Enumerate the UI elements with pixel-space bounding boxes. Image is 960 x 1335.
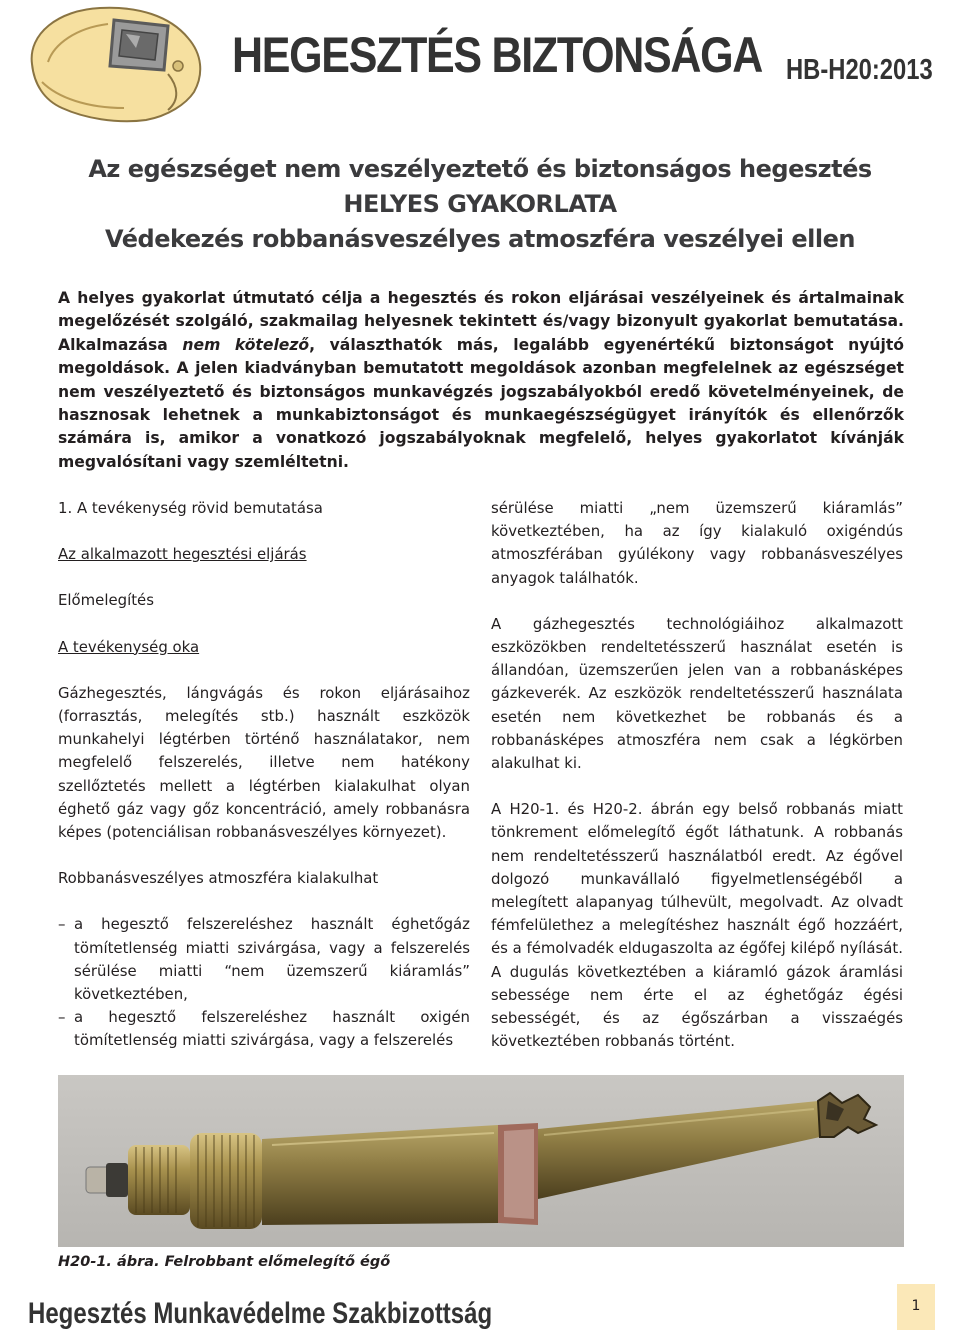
intro-text-part-2: , választhatók más, legalább egyenértékű biztonságot nyújtó megoldások. A jelen kiadványban bemutatott megoldások azonban megfelelnek az egészséget nem veszélyeztető és biztonságos munkavégzés jogszabályokból eredő követelményeinek, de hasznosak lehetnek a munkabiztonságot és munkaegészségügyet irányítók és ellenőrzők számára is, amikor a vonatkozó jogszabályoknak megfelelő, helyes gyakorlatot kívánják megvalósítani vagy szemléltetni. <box>58 335 904 471</box>
intro-emphasis: nem kötelező <box>182 335 310 354</box>
headline-line-1: Az egészséget nem veszélyeztető és biztonságos hegesztés <box>88 155 872 183</box>
document-code: HB-H20:2013 <box>786 54 933 86</box>
right-paragraph-2: A gázhegesztés technológiáihoz alkalmazott eszközökben rendeltetésszerű használat esetén is állandóan, üzemszerűen jelen van a robbanásképes gázkeverék. Az eszközök rendeltetésszerű használata esetén nem következhet be robbanás és a robbanásképes atmoszféra nem csak a légkörben alakulhat ki. <box>491 614 903 773</box>
bullet-text: a hegesztő felszereléshez használt éghetőgáz tömítetlenség miatti szivárgása, vagy a felszerelés sérülése miatti “nem üzemszerű kiáramlás” következtében, <box>74 915 470 1004</box>
page-number: 1 <box>911 1298 921 1314</box>
right-paragraph-3: A H20-1. és H20-2. ábrán egy belső robbanás miatt tönkrement előmelegítő égőt láthatunk. A robbanás nem rendeltetésszerű használatból eredt. Az égővel dolgozó munkavállaló figyelmetlenségéből a melegített alapanyag túlhevült, megolvadt. Az olvadt fémfelülethez a melegítéshez használt égő hozzáért, és a fémolvadék eldugaszolta az égőfej kilépő nyílását. A dugulás következtében a kiáramló gázok áramlási sebessége nem érte el az éghetőgáz égési sebességét, és az égőszárban a visszaégés következtében robbanás történt. <box>491 800 903 1051</box>
right-paragraph-1: sérülése miatti „nem üzemszerű kiáramlás” következtében, ha az így kialakuló oxigéndús atmoszférában gyúlékony vagy robbanásveszélyes anyagok találhatók. <box>491 499 903 587</box>
cause-label: A tevékenység oka <box>58 637 200 656</box>
bullet-text: a hegesztő felszereléshez használt oxigén tömítetlenség miatti szivárgása, vagy a felszerelés <box>74 1008 470 1050</box>
left-column <box>58 497 470 1053</box>
process-label: Az alkalmazott hegesztési eljárás <box>58 545 307 564</box>
footer-organization: Hegesztés Munkavédelme Szakbizottság <box>28 1297 493 1330</box>
section-title: 1. A tevékenység rövid bemutatása <box>58 499 323 517</box>
right-column <box>491 497 903 1053</box>
headline-line-2: HELYES GYAKORLATA <box>343 190 617 218</box>
document-title: HEGESZTÉS BIZTONSÁGA <box>232 27 763 83</box>
cause-paragraph: Gázhegesztés, lángvágás és rokon eljárásaihoz (forrasztás, melegítés stb.) használt eszközök munkahelyi légtérben történő használatakor, nem megfelelő felszerelés, illetve nem hatékony szellőztetés mellett a légtérben kialakulhat olyan éghető gáz vagy gőz koncentráció, amely robbanásra képes (potenciálisan robbanásveszélyes környezet). <box>58 683 470 842</box>
atmosphere-label: Robbanásveszélyes atmoszféra kialakulhat <box>58 869 379 888</box>
list-item <box>58 913 470 1006</box>
headline-line-3: Védekezés robbanásveszélyes atmoszféra veszélyei ellen <box>105 225 855 253</box>
bullet-dash: – <box>58 1008 66 1027</box>
bullet-dash: – <box>58 915 66 934</box>
exploded-torch-photo <box>58 1075 904 1247</box>
welding-helmet-logo <box>18 4 228 124</box>
process-value: Előmelegítés <box>58 591 154 610</box>
list-item <box>58 1006 470 1052</box>
intro-text-part-1: A helyes gyakorlat útmutató célja a hegesztés és rokon eljárásai veszélyeinek és ártalmainak megelőzését szolgáló, szakmailag helyesnek tekintett és/vagy bizonyult gyakorlat bemutatása. Alkalmazása <box>58 289 904 354</box>
intro-paragraph <box>58 287 904 474</box>
figure-caption: H20-1. ábra. Felrobbant előmelegítő égő <box>58 1254 391 1270</box>
